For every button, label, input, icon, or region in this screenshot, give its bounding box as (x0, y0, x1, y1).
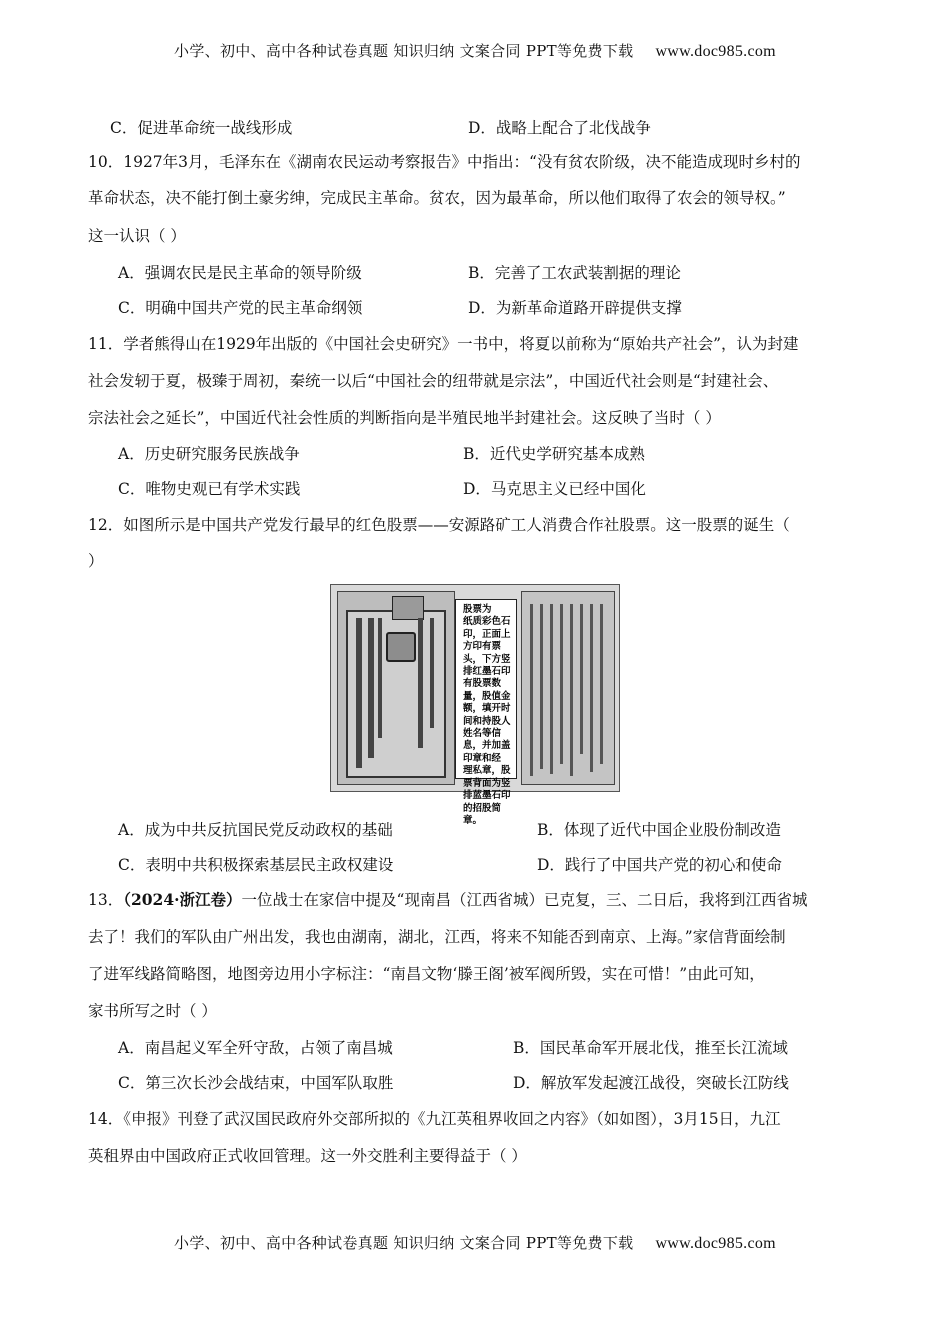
certificate-front-image (337, 591, 455, 785)
q10-stem-line3: 这一认识（ ） (88, 227, 186, 245)
header-site[interactable]: www.doc985.com (655, 43, 776, 60)
certificate-text-column (430, 618, 434, 728)
page-header (0, 40, 950, 61)
q11-option-c: C．唯物史观已有学术实践 (118, 480, 301, 498)
certificate-text-column (418, 618, 423, 748)
q10-stem-line1: 10．1927年3月，毛泽东在《湖南农民运动考察报告》中指出：“没有贫农阶级，决不能造成现时乡村的 (88, 153, 801, 171)
q11-stem-line3: 宗法社会之延长”，中国近代社会性质的判断指向是半殖民地半封建社会。这反映了当时（ ） (88, 409, 721, 427)
q10-option-d: D．为新革命道路开辟提供支撑 (468, 299, 682, 317)
q13-stem-line1-text: 一位战士在家信中提及“现南昌（江西省城）已克复，三、二日后，我将到江西省城 (241, 891, 808, 909)
page-footer (0, 1232, 950, 1253)
certificate-back-column (560, 604, 563, 764)
q10-stem-line2: 革命状态，决不能打倒土豪劣绅，完成民主革命。贫农，因为最革命，所以他们取得了农会的领导权。” (88, 189, 786, 207)
stock-certificate-image (330, 584, 620, 826)
certificate-seal (386, 632, 416, 662)
q13-option-c: C．第三次长沙会战结束，中国军队取胜 (118, 1074, 394, 1092)
q12-option-c: C．表明中共积极探索基层民主政权建设 (118, 856, 394, 874)
footer-site[interactable]: www.doc985.com (655, 1235, 776, 1252)
certificate-stamp (392, 596, 424, 620)
q10-option-b: B．完善了工农武装割据的理论 (468, 264, 681, 282)
q13-stem-line2: 去了！我们的军队由广州出发，我也由湖南，湖北，江西，将来不知能否到南京、上海。”家信背面绘制 (88, 928, 786, 946)
certificate-text-column (368, 618, 374, 758)
q11-option-b: B．近代史学研究基本成熟 (463, 445, 645, 463)
q13-option-b: B．国民革命军开展北伐，推至长江流域 (513, 1039, 788, 1057)
q13-option-d: D．解放军发起渡江战役，突破长江防线 (513, 1074, 789, 1092)
q14-stem-line2: 英租界由中国政府正式收回管理。这一外交胜利主要得益于（ ） (88, 1147, 527, 1165)
q12-option-d: D．践行了中国共产党的初心和使命 (537, 856, 782, 874)
certificate-back-column (580, 604, 583, 754)
certificate-caption: 股票为 纸质彩色石 印，正面上 方印有票 头，下方竖 排红墨石印 有股票数 量，股值金 额，填开时 间和持股人 姓名等信 息，并加盖 印章和经 理私章，股 票背面为竖 排蓝墨石印 的招股简 章。 (455, 599, 517, 779)
q10-option-c: C．明确中国共产党的民主革命纲领 (118, 299, 363, 317)
footer-text: 小学、初中、高中各种试卷真题 知识归纳 文案合同 PPT等免费下载 (174, 1234, 634, 1252)
q11-option-a: A．历史研究服务民族战争 (118, 445, 300, 463)
certificate-back-column (550, 604, 553, 774)
q9-option-d: D．战略上配合了北伐战争 (468, 119, 651, 137)
q10-option-a: A．强调农民是民主革命的领导阶级 (118, 264, 362, 282)
q11-stem-line1: 11．学者熊得山在1929年出版的《中国社会史研究》一书中，将夏以前称为“原始共产社会”，认为封建 (88, 335, 799, 353)
q11-stem-line2: 社会发轫于夏，极臻于周初，秦统一以后“中国社会的纽带就是宗法”，中国近代社会则是“封建社会、 (88, 372, 779, 390)
q13-stem-line1 (88, 889, 868, 911)
certificate-text-column (378, 618, 382, 738)
q13-number: 13． (88, 891, 124, 909)
certificate-back-column (530, 604, 533, 776)
q11-option-d: D．马克思主义已经中国化 (463, 480, 646, 498)
certificate-back-column (540, 604, 543, 769)
q12-option-a: A．成为中共反抗国民党反动政权的基础 (118, 821, 393, 839)
q12-stem-line1: 12．如图所示是中国共产党发行最早的红色股票——安源路矿工人消费合作社股票。这一股票的诞生（ (88, 516, 790, 534)
q13-stem-line3: 了进军线路简略图，地图旁边用小字标注：“南昌文物‘滕王阁’被军阀所毁，实在可惜！”由此可知， (88, 965, 765, 983)
certificate-back-image (521, 591, 615, 785)
header-text: 小学、初中、高中各种试卷真题 知识归纳 文案合同 PPT等免费下载 (174, 42, 634, 60)
q14-stem-line1: 14．《申报》刊登了武汉国民政府外交部所拟的《九江英租界收回之内容》（如如图），3月15日，九江 (88, 1110, 781, 1128)
certificate-text-column (356, 618, 362, 768)
q12-option-b: B．体现了近代中国企业股份制改造 (537, 821, 781, 839)
q9-option-c: C．促进革命统一战线形成 (110, 119, 293, 137)
q12-stem-line2: ） (88, 552, 104, 570)
q13-option-a: A．南昌起义军全歼守敌，占领了南昌城 (118, 1039, 393, 1057)
q13-stem-line4: 家书所写之时（ ） (88, 1002, 217, 1020)
certificate-back-column (590, 604, 593, 772)
certificate-back-column (600, 604, 603, 764)
certificate-back-column (570, 604, 573, 776)
q13-source: （2024·浙江卷） (123, 890, 242, 909)
